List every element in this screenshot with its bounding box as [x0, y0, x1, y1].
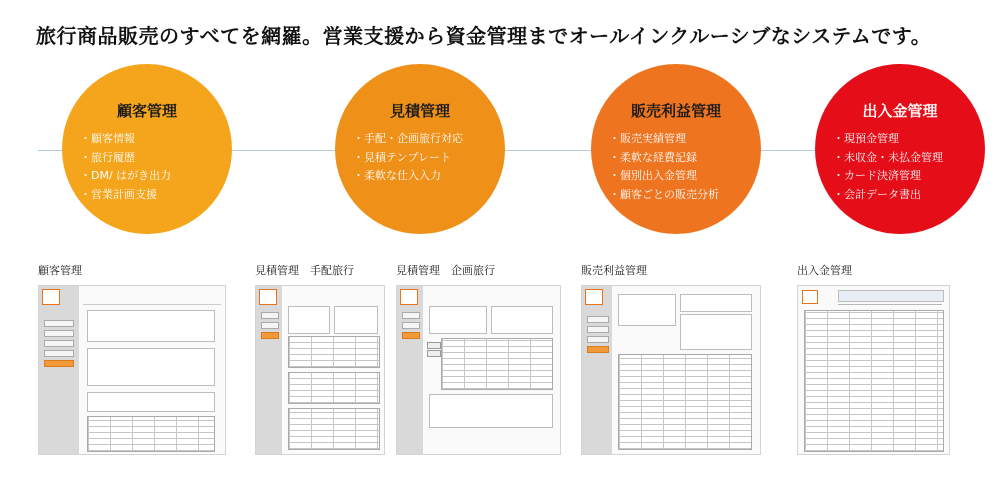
thumb-form: [491, 306, 553, 334]
feature-item: ・ 旅行履歴: [80, 149, 171, 168]
app-logo-icon: [585, 289, 603, 305]
thumb-tab: [427, 342, 441, 349]
thumb-table: [288, 336, 380, 368]
thumb-toolbar: [838, 290, 944, 302]
feature-list: [609, 130, 719, 204]
screenshot-caption-quote-planned: 見積管理 企画旅行: [396, 264, 495, 277]
thumb-form: [680, 294, 752, 312]
app-logo-icon: [400, 289, 418, 305]
thumb-button: [587, 316, 609, 323]
thumb-form: [618, 294, 676, 326]
thumb-button: [402, 312, 420, 319]
feature-item: ・ 顧客情報: [80, 130, 171, 149]
thumb-form: [680, 314, 752, 350]
feature-customer-management: [62, 64, 232, 234]
thumb-form: [87, 392, 215, 412]
feature-item: ・ DM/ はがき出力: [80, 167, 171, 186]
thumb-divider: [838, 304, 942, 305]
thumb-sidebar: [582, 286, 612, 454]
feature-item: ・ 柔軟な経費記録: [609, 149, 719, 168]
feature-title: 販売利益管理: [630, 102, 721, 120]
feature-title: 顧客管理: [116, 102, 177, 120]
feature-item: ・ 手配・企画旅行対応: [353, 130, 463, 149]
thumb-button: [587, 336, 609, 343]
feature-item: ・ 個別出入金管理: [609, 167, 719, 186]
thumb-button: [44, 360, 74, 367]
thumb-form: [87, 310, 215, 342]
thumb-button: [402, 322, 420, 329]
screenshot-caption-sales-profit: 販売利益管理: [581, 264, 647, 277]
feature-item: ・ 営業計画支援: [80, 186, 171, 205]
thumb-notes: [429, 394, 553, 428]
feature-item: ・ 顧客ごとの販売分析: [609, 186, 719, 205]
feature-title: 見積管理: [389, 102, 450, 120]
screenshot-sales-profit: [581, 285, 761, 455]
screenshot-caption-customer: 顧客管理: [38, 264, 82, 277]
screenshot-caption-cash: 出入金管理: [797, 264, 852, 277]
thumb-tab: [427, 350, 441, 357]
feature-item: ・ 現預金管理: [833, 130, 943, 149]
screenshot-customer-management: [38, 285, 226, 455]
feature-item: ・ 会計データ書出: [833, 186, 943, 205]
feature-title: 出入金管理: [862, 102, 938, 120]
thumb-button: [402, 332, 420, 339]
thumb-form: [429, 306, 487, 334]
app-logo-icon: [259, 289, 277, 305]
thumb-table: [804, 310, 944, 452]
thumb-button: [261, 322, 279, 329]
thumb-form: [87, 348, 215, 386]
thumb-button: [44, 340, 74, 347]
thumb-button: [587, 346, 609, 353]
thumb-sidebar: [397, 286, 423, 454]
thumb-button: [44, 320, 74, 327]
thumb-form: [288, 306, 330, 334]
thumb-button: [44, 350, 74, 357]
screenshot-quote-planned: [396, 285, 561, 455]
thumb-button: [261, 332, 279, 339]
feature-list: [353, 130, 463, 186]
thumb-form: [334, 306, 378, 334]
app-logo-icon: [42, 289, 60, 305]
thumb-table: [288, 408, 380, 450]
app-logo-icon: [802, 290, 818, 304]
feature-item: ・ 販売実績管理: [609, 130, 719, 149]
thumb-header: [83, 290, 221, 305]
thumb-sidebar: [256, 286, 282, 454]
feature-list: [80, 130, 171, 204]
feature-item: ・ カード決済管理: [833, 167, 943, 186]
feature-item: ・ 見積テンプレート: [353, 149, 463, 168]
thumb-table: [288, 372, 380, 404]
feature-quote-management: [335, 64, 505, 234]
thumb-table: [87, 416, 215, 452]
thumb-button: [587, 326, 609, 333]
thumb-sidebar: [39, 286, 79, 454]
feature-item: ・ 未収金・未払金管理: [833, 149, 943, 168]
screenshot-quote-arranged: [255, 285, 385, 455]
thumb-button: [44, 330, 74, 337]
page-headline: 旅行商品販売のすべてを網羅。営業支援から資金管理までオールインクルーシブなシステムです。: [36, 24, 932, 48]
feature-item: ・ 柔軟な仕入入力: [353, 167, 463, 186]
thumb-table: [618, 354, 752, 450]
thumb-table: [441, 338, 553, 390]
screenshot-cash-management: [797, 285, 950, 455]
thumb-button: [261, 312, 279, 319]
feature-list: [833, 130, 943, 204]
feature-sales-profit-management: [591, 64, 761, 234]
feature-cash-management: [815, 64, 985, 234]
screenshot-caption-quote-arranged: 見積管理 手配旅行: [255, 264, 354, 277]
